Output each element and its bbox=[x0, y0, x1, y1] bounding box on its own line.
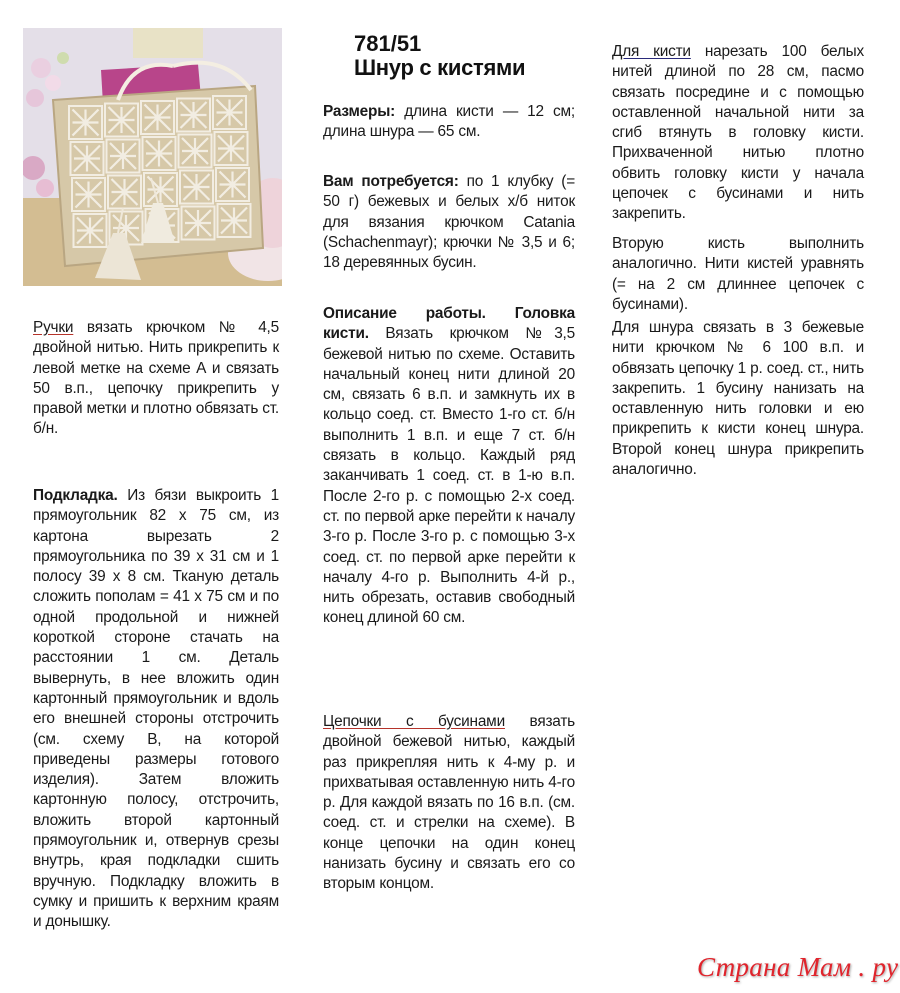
sizes-paragraph bbox=[323, 102, 575, 143]
cord-section bbox=[612, 318, 864, 480]
bag-motif-star bbox=[110, 143, 136, 169]
second-tassel-paragraph: Вторую кисть выполнить аналогично. Нити кистей уравнять (= на 2 см длиннее цепочек с бусинами). bbox=[612, 235, 864, 313]
lining-section bbox=[33, 486, 279, 933]
bag-motif-star bbox=[146, 141, 172, 167]
pattern-number: 781/51 bbox=[354, 31, 422, 56]
materials-paragraph bbox=[323, 172, 575, 273]
description-lead: Описание работы. Головка кисти. bbox=[323, 305, 575, 343]
bag-motif-star bbox=[112, 179, 138, 205]
tassel-lead: Для кисти bbox=[612, 43, 691, 60]
handles-section bbox=[33, 318, 279, 440]
bag-motif-star bbox=[184, 174, 210, 200]
bag-motif-star bbox=[74, 146, 100, 172]
lining-lead: Подкладка. bbox=[33, 487, 118, 504]
page-title: Шнур с кистями bbox=[354, 55, 526, 80]
handles-paragraph bbox=[33, 318, 279, 440]
bag-motif-star bbox=[221, 208, 247, 234]
bag-motif-star bbox=[182, 138, 208, 164]
bag-motif-star bbox=[109, 107, 135, 133]
vase bbox=[133, 28, 203, 58]
lining-paragraph bbox=[33, 486, 279, 933]
site-watermark: Страна Мам . ру bbox=[697, 952, 899, 982]
sizes-lead: Размеры: bbox=[323, 103, 396, 120]
bag-motif-star bbox=[220, 172, 246, 198]
bag-motif-star bbox=[77, 218, 103, 244]
second-tassel-section bbox=[612, 234, 864, 315]
bag-motif-star bbox=[76, 182, 102, 208]
description-paragraph bbox=[323, 304, 575, 629]
handles-text: вязать крючком № 4,5 двойной нитью. Нить прикрепить к левой метке на схеме А и связать 50 в.п., цепочку прикрепить у правой метки и плотно обвязать ст. б/н. bbox=[33, 319, 279, 438]
materials-section bbox=[323, 172, 575, 273]
description-section bbox=[323, 304, 575, 629]
description-text: Вязать крючком №3,5 бежевой нитью по схеме. Оставить начальный конец нити длиной 20 см, связать 6 в.п. и замкнуть их в кольцо соед. ст. Вместо 1-го ст. б/н выполнить 1 в.п. и еще 7 ст. б/н связать в кольцо. Каждый ряд заканчивать 1 соед. ст. в 1-ю в.п. После 2-го р. с помощью 2-х соед. ст. по первой арке перейти к началу 3-го р. После 3-го р. с помощью 3-х соед. ст. по первой арке перейти к началу 4-го р. Выполнить 4-й р., нить обрезать, оставив свободный конец длиной 60 см. bbox=[323, 325, 575, 627]
materials-lead: Вам потребуется: bbox=[323, 173, 459, 190]
bead-chains-paragraph bbox=[323, 712, 575, 895]
bead-chains-lead: Цепочки с бусинами bbox=[323, 713, 505, 730]
tassel-text: нарезать 100 белых нитей длиной по 28 см, пасмо связать посредине и с помощью оставленной начальной нити за сгиб втянуть в головку кисти. Прихваченной нитью плотно обвить головку кисти у начала цепочек с бусинами и нить закрепить. bbox=[612, 43, 864, 223]
bag-motif-star bbox=[181, 102, 207, 128]
bag-motif-star bbox=[73, 110, 99, 136]
materials-text: по 1 клубку (= 50 г) бежевых и белых х/б ниток для вязания крючком Catania (Schachenmayr); крючки № 3,5 и 6; 18 деревянных бусин. bbox=[323, 173, 575, 272]
bag-motif-star bbox=[145, 105, 171, 131]
bag-motif-star bbox=[185, 210, 211, 236]
tassel-section bbox=[612, 42, 864, 225]
bag-illustration bbox=[23, 28, 282, 286]
bag-photo bbox=[23, 28, 282, 286]
bag-motif-star bbox=[218, 136, 244, 162]
sizes-text: длина кисти — 12 см; длина шнура — 65 см. bbox=[323, 103, 575, 141]
title-block bbox=[354, 32, 525, 80]
bag-motif-star bbox=[217, 100, 243, 126]
cord-paragraph: Для шнура связать в 3 бежевые нити крючком № 6 100 в.п. и обвязать цепочку 1 р. соед. ст., нить закрепить. 1 бусину нанизать на оставленную нить головки и ею прикрепить к кисти конец шнура. Второй конец шнура прикрепить аналогично. bbox=[612, 319, 864, 479]
sizes-section bbox=[323, 102, 575, 143]
handles-lead: Ручки bbox=[33, 319, 74, 336]
tassel-paragraph bbox=[612, 42, 864, 225]
bead-chains-section bbox=[323, 712, 575, 895]
bead-chains-text: вязать двойной бежевой нитью, каждый раз прикрепляя нить к 4-му р. и прихватывая оставленную нить 4-го р. Для каждой вязать по 16 в.п. (см. соед. ст. и стрелки на схеме). В конце цепочки на один конец нанизать бусину и связать его со вторым концом. bbox=[323, 713, 575, 893]
lining-text: Из бязи выкроить 1 прямоугольник 82 х 75 см, из картона вырезать 2 прямоугольника по 39 х 31 см и 1 полосу 39 х 8 см. Тканую деталь сложить пополам = 41 х 75 см и по одной продольной и нижней короткой стороне стачать на расстоянии 1 см. Деталь вывернуть, в нее вложить один картонный прямоугольник и вдоль его внешней стороны отстрочить (см. схему В, на которой приведены размеры готового изделия). Затем вложить картонную полосу, отстрочить, вложить второй картонный прямоугольник и, отвернув срезы внутрь, края подкладки сшить вручную. Подкладку вложить в сумку и пришить к верхним краям и донышку. bbox=[33, 487, 279, 931]
